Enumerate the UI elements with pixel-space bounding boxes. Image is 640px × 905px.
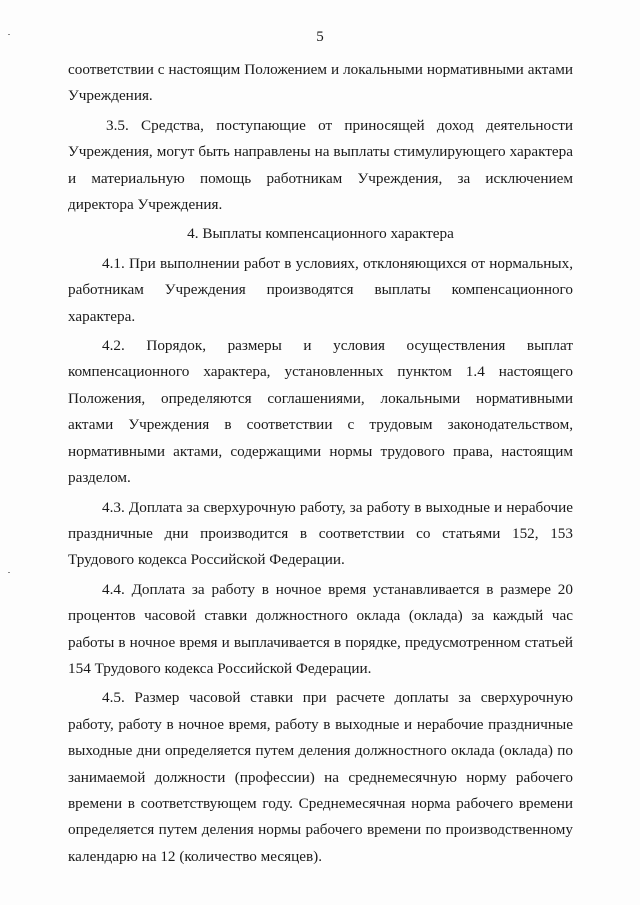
page-number: 5 <box>316 29 324 45</box>
paragraph-continuation: соответствии с настоящим Положением и локальными нормативными актами Учреждения. <box>68 61 573 105</box>
scan-edge-mark <box>8 34 10 35</box>
paragraph-4-4: 4.4. Доплата за работу в ночное время устанавливается в размере 20 процентов часовой ставки должностного оклада (оклада) за каждый час работы в ночное время и выплачивается в порядке, предусмотренном статьей 154 Трудового кодекса Российской Федерации. <box>68 580 573 677</box>
paragraph-4-5: 4.5. Размер часовой ставки при расчете доплаты за сверхурочную работу, работу в ночное время, работу в выходные и нерабочие праздничные выходные дни определяется путем деления должностного оклада (оклада) по занимаемой должности (профессии) на среднемесячную норму рабочего времени в соответствующем году. Среднемесячная норма рабочего времени определяется путем деления нормы рабочего времени по производственному календарю на 12 (количество месяцев). <box>68 689 573 865</box>
section-heading-4: 4. Выплаты компенсационного характера <box>187 225 454 243</box>
paragraph-3-5: 3.5. Средства, поступающие от приносящей доход деятельности Учреждения, могут быть направлены на выплаты стимулирующего характера и материальную помощь работникам Учреждения, за исключением директора Учреждения. <box>68 116 573 214</box>
paragraph-4-3: 4.3. Доплата за сверхурочную работу, за работу в выходные и нерабочие праздничные дни производится в соответствии со статьями 152, 153 Трудового кодекса Российской Федерации. <box>68 498 573 569</box>
paragraph-4-2: 4.2. Порядок, размеры и условия осуществления выплат компенсационного характера, установленных пунктом 1.4 настоящего Положения, определяются соглашениями, локальными нормативными актами Учреждения в соответствии с трудовым законодательством, нормативными актами, содержащими нормы трудового права, настоящим разделом. <box>68 337 573 487</box>
document-body <box>68 57 573 870</box>
scan-edge-mark <box>8 572 10 573</box>
paragraph-4-1: 4.1. При выполнении работ в условиях, отклоняющихся от нормальных, работникам Учреждения производятся выплаты компенсационного характера. <box>68 254 573 325</box>
